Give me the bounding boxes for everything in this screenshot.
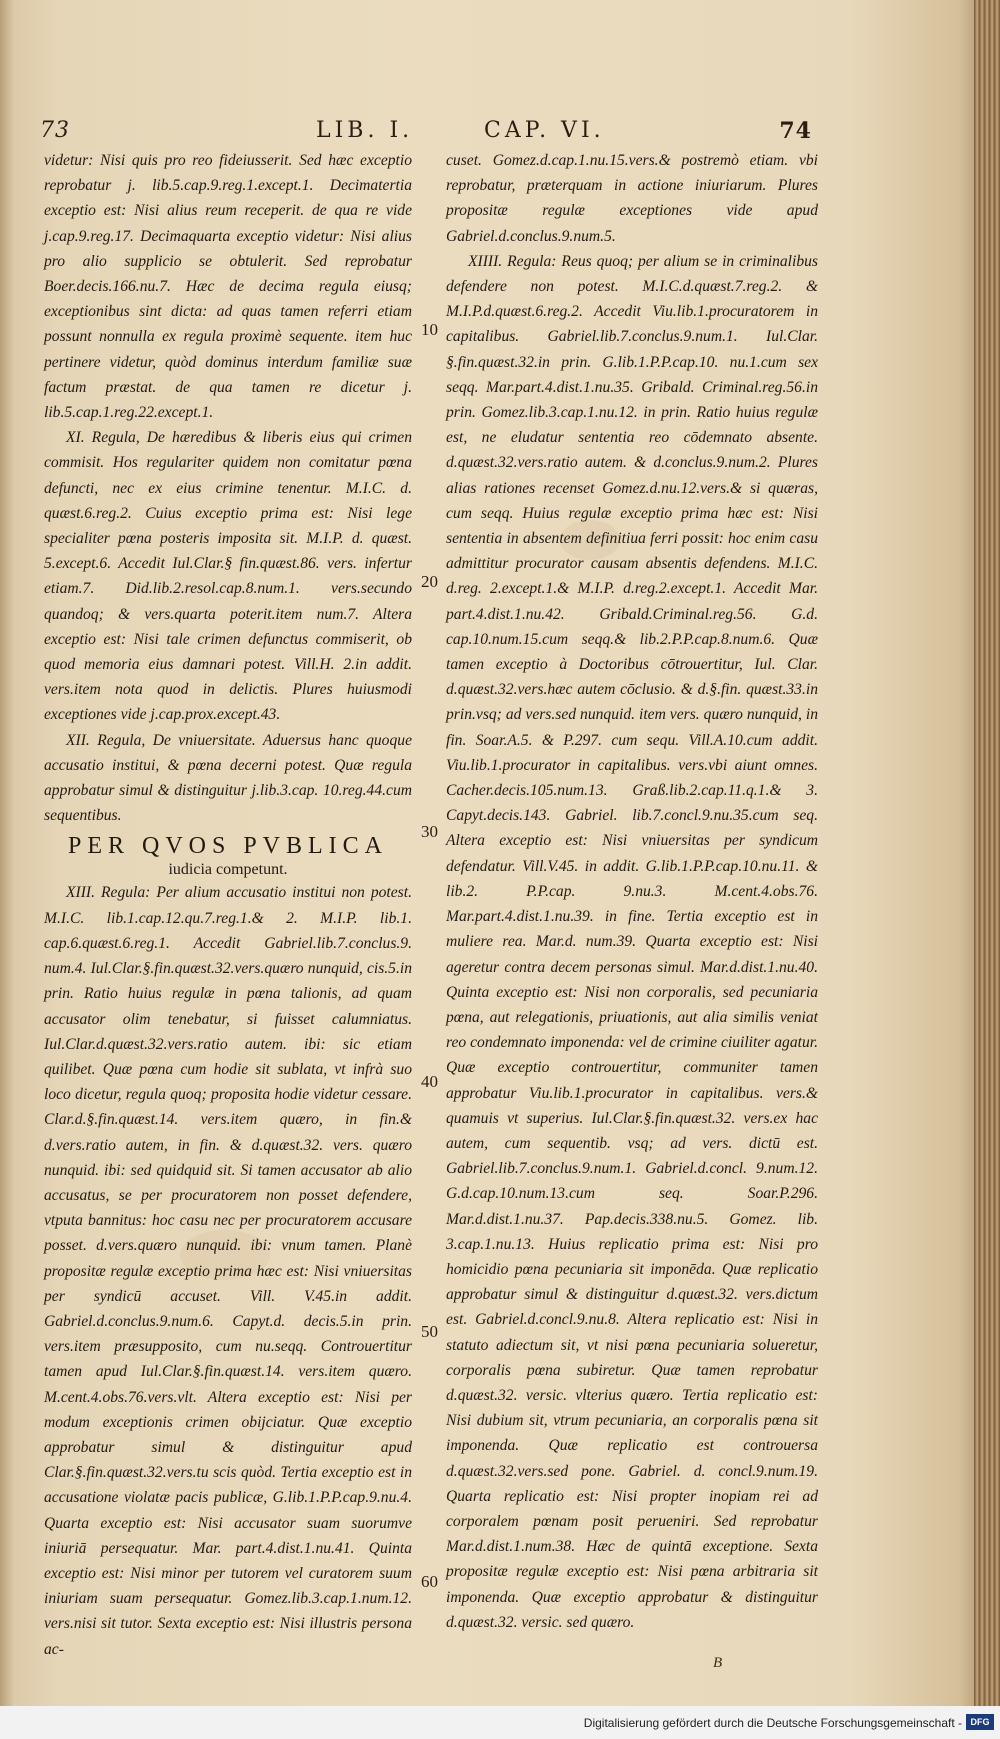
chapter-number: CAP. VI.: [484, 118, 605, 143]
page-number-right: 74: [779, 118, 812, 144]
section-heading: PER QVOS PVBLICA: [67, 833, 389, 860]
left-paragraph-1: videtur: Nisi quis pro reo fideiusserit. Sed hæc exceptio reprobatur j. lib.5.cap.9.reg.1.except.1. Decimatertia exceptio est: Nisi alius reum receperit. de qua re vide j.cap.9.reg.17. Decimaquarta exceptio videtur: Nisi alius pro alio supplicio se obtulerit. Sed reprobatur Boer.decis.166.nu.7. Hæc de decima regula eiusq; exceptionibus sint dicta: ad quas tamen referri etiam possunt nonnulla ex regula proximè sequente. item huc pertinere videtur, quòd dominus interdum familiæ suæ factum præstat. de qua tamen re dicetur j. lib.5.cap.1.reg.22.except.1.: [44, 152, 412, 422]
line-number: 10: [421, 320, 438, 339]
right-paragraph-2: XIIII. Regula: Reus quoq; per alium se in criminalibus defendere non potest. M.I.C.d.quæst.7.reg.2. & M.I.P.d.quæst.6.reg.2. Accedit Viu.lib.1.procuratorem in capitalibus. Gabriel.lib.7.conclus.9.num.1. Iul.Clar. §.fin.quæst.32.in prin. G.lib.1.P.P.cap.10. nu.1.cum sex seqq. Mar.part.4.dist.1.nu.35. Gribald. Criminal.reg.56.in prin. Gomez.lib.3.cap.1.nu.12. in prin. Ratio huius regulæ est, ne eludatur sententia reo cōdemnato absente. d.quæst.32.vers.ratio autem. & d.conclus.9.num.2. Plures alias rationes recenset Gomez.d.nu.12.vers.& si quæras, cum seqq. Huius regulæ exceptio prima hæc est: Nisi sententia in absentem definitiua ferri possit: hoc enim casu admittitur procurator causam absentis defendens. M.I.C. d.reg. 2.except.1.& M.I.P. d.reg.2.except.1. Accedit Mar. part.4.dist.1.nu.42. Gribald.Criminal.reg.56. G.d. cap.10.num.15.cum seqq.& lib.2.P.P.cap.8.num.6. Quæ tamen exceptio à Doctoribus cōtrouertitur, Iul. Clar. d.quæst.32.vers.hæc autem cōclusio. & d.§.fin. quæst.33.in prin.vsq; ad vers.sed nunquid. item vers. quæro nunquid, in fin. Soar.A.5. & P.297. cum sequ. Vill.A.10.cum addit. Viu.lib.1.procurator in capitalibus. vers.vbi aiunt omnes. Cacher.decis.105.num.13. Graß.lib.2.cap.11.q.1.& 3. Capyt.decis.143. Gabriel. lib.7.concl.9.nu.35.cum seq. Altera exceptio est: Nisi vniuersitas per syndicum defendatur. Vill.V.45. in addit. G.lib.1.P.P.cap.10.nu.11. & lib.2. P.P.cap. 9.nu.3. M.cent.4.obs.76. Mar.part.4.dist.1.nu.39. in fine. Tertia exceptio est in muliere rea. Mar.d. num.39. Quarta exceptio est: Nisi ageretur contra decem personas simul. Mar.d.dist.1.nu.40. Quinta exceptio est: Nisi non corporalis, sed pecuniaria pœna, aut relegationis, priuationis, aut alia similis veniat reo condemnato imponenda: vel de crimine ciuiliter agatur. Quæ exceptio controuertitur, communiter tamen approbatur Viu.lib.1.procurator in capitalibus. vers.& quamuis vt superius. Iul.Clar.§.fin.quæst.32. vers.ex hac autem, cum sequentib. vsq; ad vers. dictū est. Gabriel.lib.7.conclus.9.num.1. Gabriel.d.concl. 9.num.12. G.d.cap.10.num.13.cum seq. Soar.P.296. Mar.d.dist.1.nu.37. Pap.decis.338.nu.5. Gomez. lib. 3.cap.1.nu.13. Huius replicatio prima est: Nisi pro homicidio pœna pecuniaria sit imponēda. Quæ replicatio approbatur simul & distinguitur d.quæst.32. vers.dictum est. Gabriel.d.concl.9.nu.8. Altera replicatio est: Nisi in statuto adiectum sit, vt nisi pœna pecuniaria solueretur, corporalis pœna subiretur. Quæ tamen reprobatur d.quæst.32. versic. vlterius quæro. Tertia replicatio est: Nisi dubium sit, vtrum pecuniaria, an corporalis pœna sit imponenda. Quæ replicatio est controuersa d.quæst.32.vers.sed pone. Gabriel. d. concl.9.num.19. Quarta replicatio est: Nisi propter inopiam rei ad corporalem pœnam posit perueniri. Sed reprobatur Mar.d.dist.1.num.38. Hæc de quintā exceptione. Sexta propositæ regulæ exceptio est: Nisi pœna arbitraria sit imponenda. Quæ exceptio approbatur & distinguitur d.quæst.32. versic. sed quæro.: [446, 252, 818, 1631]
left-paragraph-4: XIII. Regula: Per alium accusatio institui non potest. M.I.C. lib.1.cap.12.qu.7.reg.1.& 2. M.I.P. lib.1. cap.6.quæst.6.reg.1. Accedit Gabriel.lib.7.conclus.9. num.4. Iul.Clar.§.fin.quæst.32.vers.quæro nunquid, cis.5.in prin. Ratio huius regulæ in pœna talionis, ad quam accusator olim tenebatur, si fuisset calumniatus. Iul.Clar.d.quæst.32.vers.ratio autem. ibi: sic etiam quilibet. Quæ pœna cum hodie sit sublata, vt infrà suo loco dicetur, regula quoq; proposita hodie videtur cessare. Clar.d.§.fin.quæst.14. vers.item quæro, in fin.& d.vers.ratio autem, in fin. & d.quæst.32. vers. quæro nunquid. ibi: sed quidquid sit. Si tamen accusator ab alio accusatus, se per procuratorem non posset defendere, vtputa bannitus: hoc casu nec per procuratorem accusare posset. d.vers.quæro nunquid. ibi: vnum tamen. Planè propositæ regulæ exceptio prima hæc est: Nisi vniuersitas per syndicū accuset. Vill. V.45.in addit. Gabriel.d.conclus.9.num.6. Capyt.d. decis.5.in prin. vers.item præsupposito, cum nu.seqq. Controuertitur tamen apud Iul.Clar.§.fin.quæst.14. vers.item quæro. M.cent.4.obs.76.vers.vlt. Altera exceptio est: Nisi per modum exceptionis crimen obijciatur. Quæ exceptio approbatur simul & distinguitur apud Clar.§.fin.quæst.32.vers.tu scis quòd. Tertia exceptio est in accusatione violatæ pacis publicæ, G.lib.1.P.P.cap.9.nu.4. Quarta exceptio est: Nisi accusator suam suorumve iniuriā persequatur. Mar. part.4.dist.1.nu.41. Quinta exceptio est: Nisi minor per tutorem vel curatorem suum iniuriam suam persequatur. Gomez.lib.3.cap.1.num.12. vers.nisi sit tutor. Sexta exceptio est: Nisi illustris persona ac-: [44, 884, 412, 1658]
footer-bar: [0, 1706, 1000, 1739]
right-paragraph-1: cuset. Gomez.d.cap.1.nu.15.vers.& postremò etiam. vbi reprobatur, præterquam in actione iniuriarum. Plures propositæ regulæ exceptiones vide apud Gabriel.d.conclus.9.num.5.: [446, 152, 818, 245]
line-number: 60: [421, 1572, 438, 1591]
book-number: LIB. I.: [316, 118, 414, 143]
section-subheading: iudicia competunt.: [168, 861, 288, 879]
binding-shadow: [0, 0, 14, 1739]
right-column: [446, 148, 818, 1635]
left-column: [44, 148, 412, 1662]
left-paragraph-3: XII. Regula, De vniuersitate. Aduersus hanc quoque accusatio institui, & pœna decerni potest. Quæ regula approbatur simul & distinguitur j.lib.3.cap. 10.reg.44.cum sequentibus.: [44, 731, 412, 825]
line-number: 50: [421, 1322, 438, 1341]
page-number-left: 73: [40, 118, 70, 143]
line-number: 20: [421, 572, 438, 591]
page-edge: [974, 0, 1000, 1739]
line-number: 40: [421, 1072, 438, 1091]
running-head: [40, 118, 812, 150]
dfg-logo: DFG: [966, 1714, 994, 1730]
line-number: 30: [421, 822, 438, 841]
funding-notice: Digitalisierung gefördert durch die Deutsche Forschungsgemeinschaft -: [583, 1716, 962, 1730]
signature-mark: B: [713, 1655, 723, 1671]
left-paragraph-2: XI. Regula, De hæredibus & liberis eius qui crimen commisit. Hos regulariter quidem non comitatur pœna defuncti, nec ex eius crimine tenentur. M.I.C. d. quæst.6.reg.2. Cuius exceptio prima est: Nisi lege specialiter pœna posteris imposita sit. M.I.P. d. quæst. 5.except.6. Accedit Iul.Clar.§ fin.quæst.86. vers. infertur etiam.7. Did.lib.2.resol.cap.8.num.1. vers.secundo quandoq; & vers.quarta poterit.item num.7. Altera exceptio est: Nisi tale crimen defunctus commiserit, ob quod memoria eius damnari potest. Vill.H. 2.in addit. vers.item nota quod in delictis. Plures huiusmodi exceptiones vide j.cap.prox.except.43.: [44, 429, 412, 724]
